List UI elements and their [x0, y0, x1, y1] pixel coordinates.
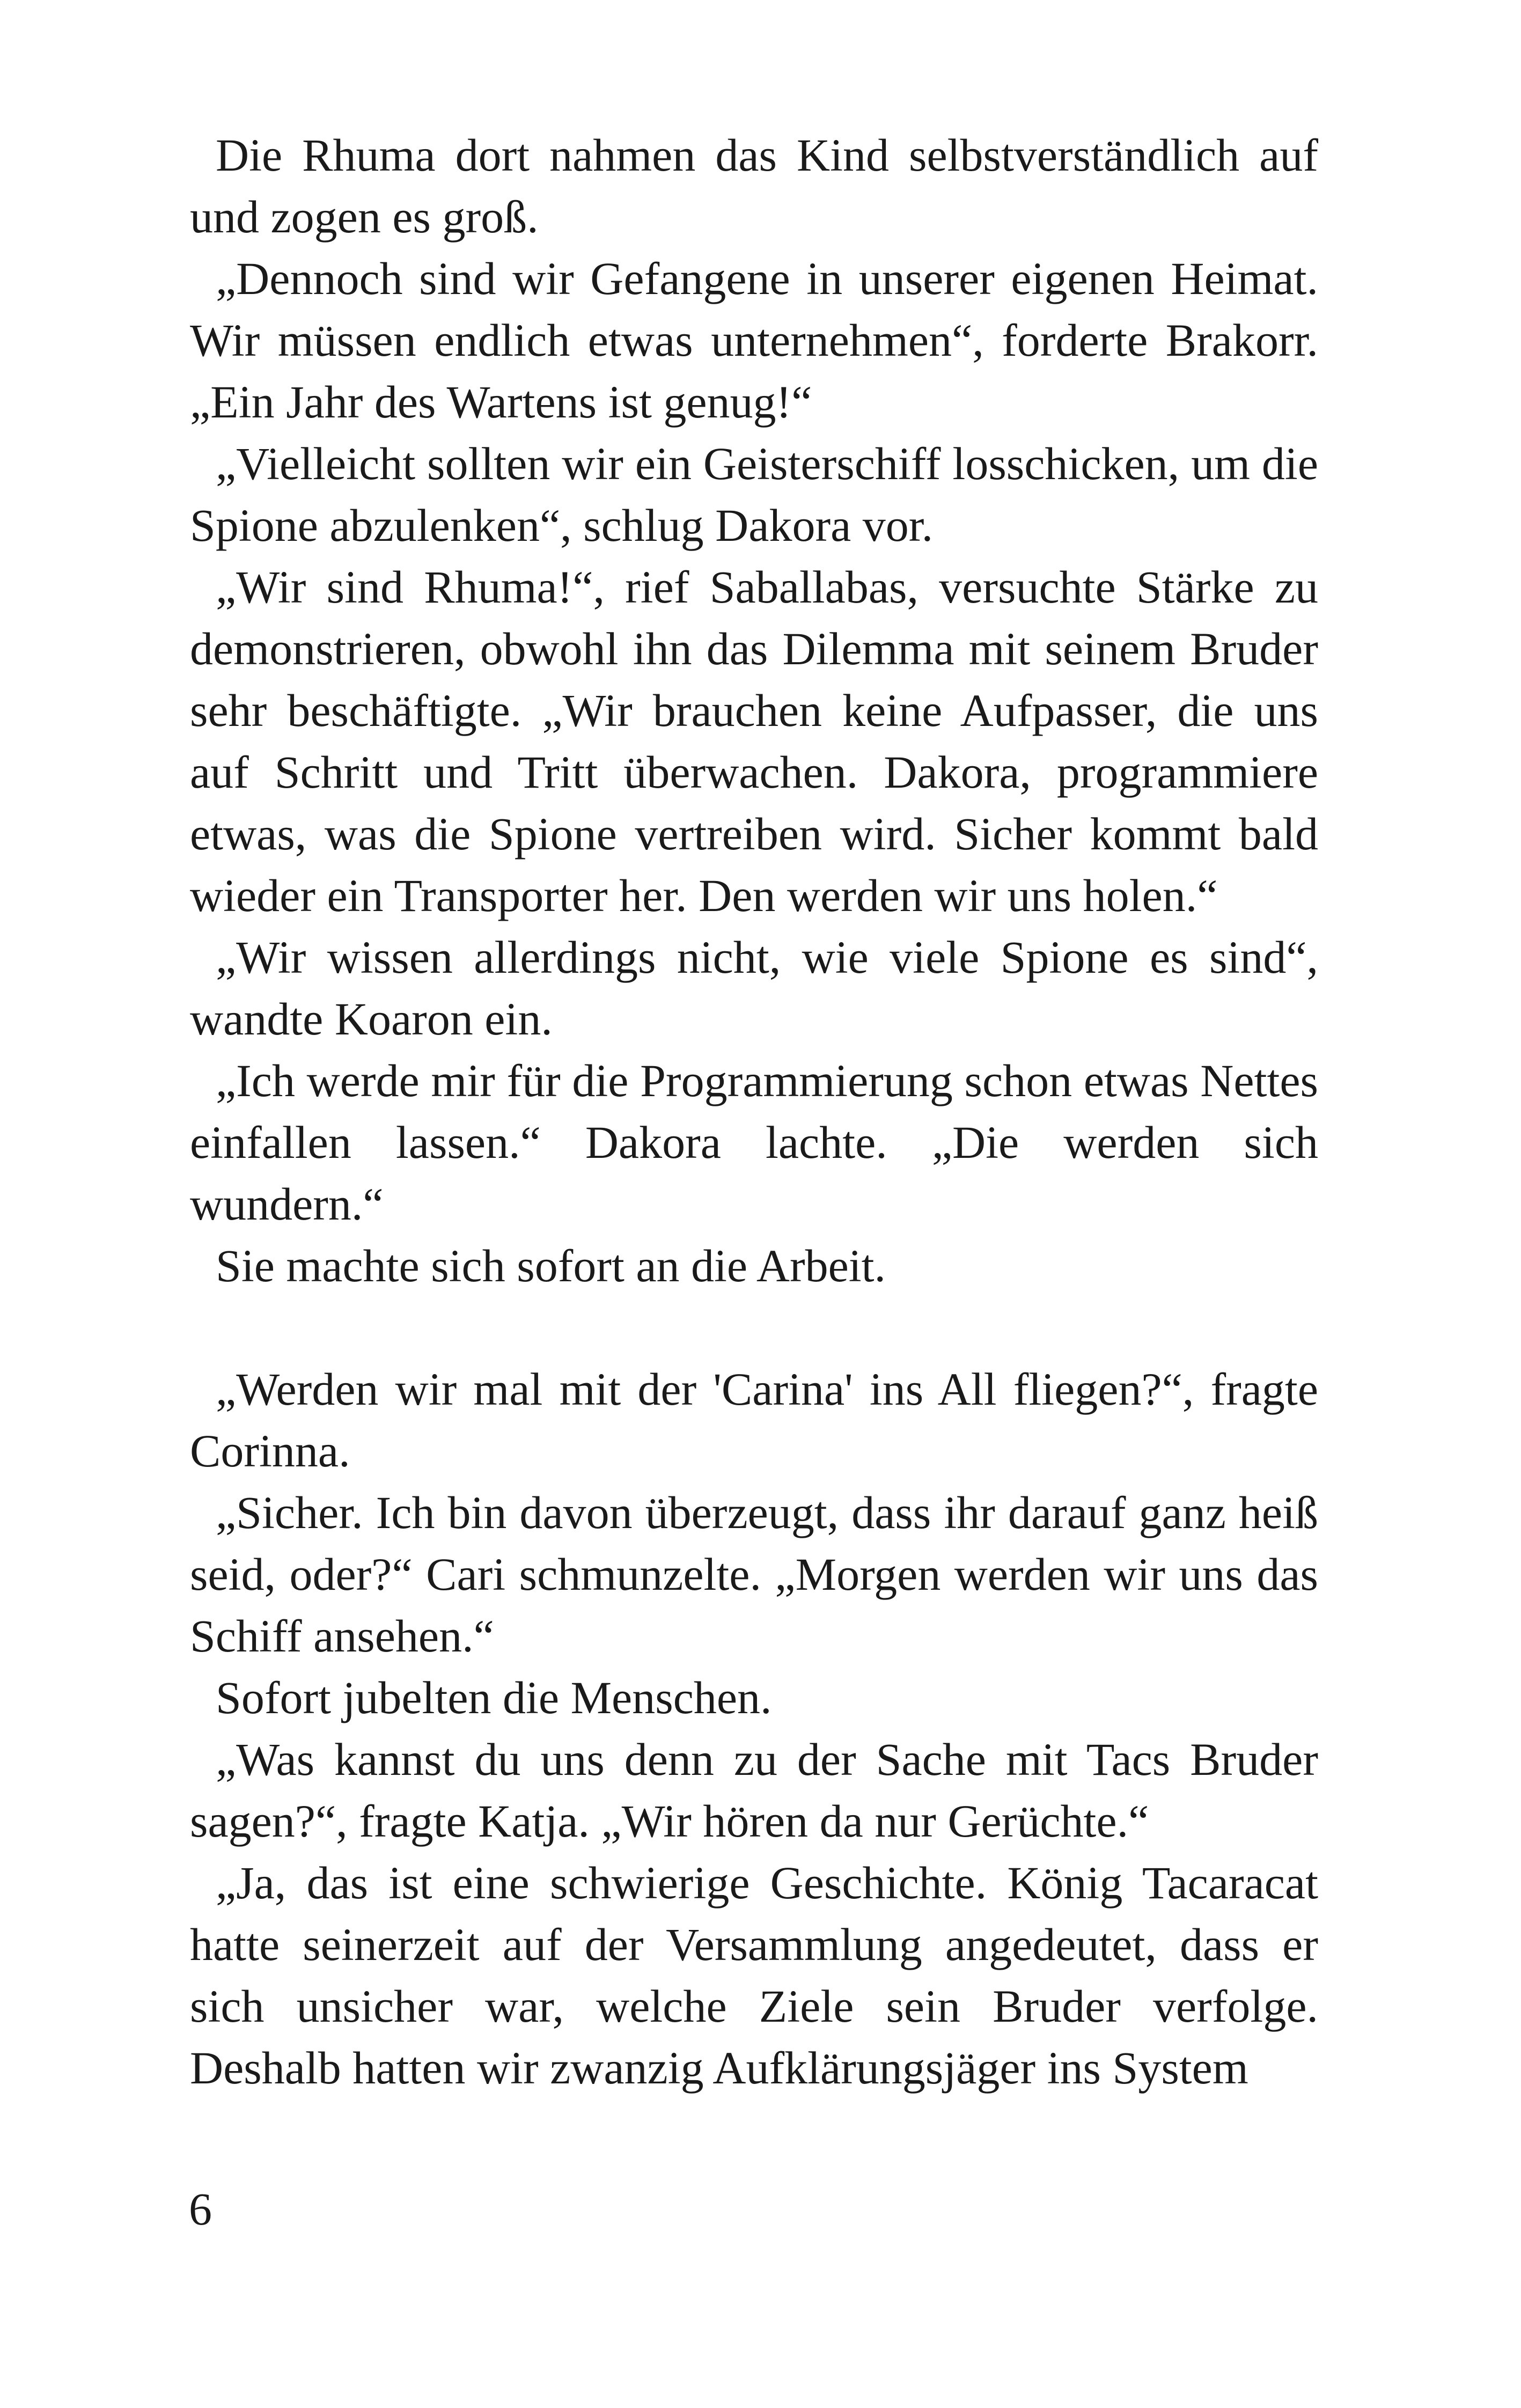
paragraph: Die Rhuma dort nahmen das Kind selbstverständlich auf und zogen es groß. [190, 129, 1318, 243]
paragraph: Sofort jubelten die Menschen. [216, 1672, 772, 1723]
paragraph: Sie machte sich sofort an die Arbeit. [216, 1240, 886, 1291]
paragraph: „Sicher. Ich bin davon überzeugt, dass ihr darauf ganz heiß seid, oder?“ Cari schmunzelte. „Morgen werden wir uns das Schiff ansehen.“ [190, 1487, 1318, 1662]
page-number: 6 [189, 2183, 212, 2235]
paragraph: „Werden wir mal mit der 'Carina' ins All fliegen?“, fragte Corinna. [190, 1363, 1318, 1477]
body-text [190, 124, 1318, 2099]
paragraph: „Dennoch sind wir Gefangene in unserer eigenen Heimat. Wir müssen endlich etwas unternehmen“, forderte Brakorr. „Ein Jahr des Wartens ist genug!“ [190, 253, 1318, 428]
paragraph: „Ich werde mir für die Programmierung schon etwas Nettes einfallen lassen.“ Dakora lachte. „Die werden sich wundern.“ [190, 1055, 1318, 1230]
paragraph: „Ja, das ist eine schwierige Geschichte. König Tacaracat hatte seinerzeit auf der Versammlung angedeutet, dass er sich unsicher war, welche Ziele sein Bruder verfolge. Deshalb hatten wir zwanzig Aufklärungsjäger ins System [190, 1857, 1318, 2094]
paragraph: „Wir sind Rhuma!“, rief Saballabas, versuchte Stärke zu demonstrieren, obwohl ihn das Dilemma mit seinem Bruder sehr beschäftigte. „Wir brauchen keine Aufpasser, die uns auf Schritt und Tritt überwachen. Dakora, programmiere etwas, was die Spione vertreiben wird. Sicher kommt bald wieder ein Transporter her. Den werden wir uns holen.“ [190, 561, 1318, 921]
scene-break [190, 1297, 1318, 1359]
paragraph: „Was kannst du uns denn zu der Sache mit Tacs Bruder sagen?“, fragte Katja. „Wir hören da nur Gerüchte.“ [190, 1734, 1318, 1847]
paragraph: „Vielleicht sollten wir ein Geisterschiff losschicken, um die Spione abzulenken“, schlug Dakora vor. [190, 438, 1318, 551]
paragraph: „Wir wissen allerdings nicht, wie viele Spione es sind“, wandte Koaron ein. [190, 931, 1318, 1045]
